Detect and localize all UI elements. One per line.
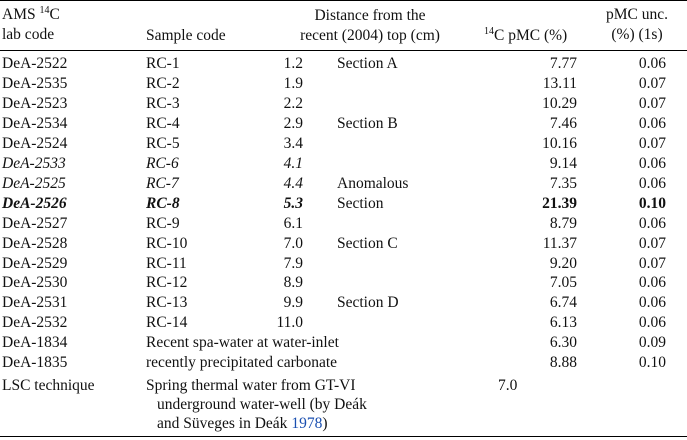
lab-code-cell: DeA-2527 (2, 215, 68, 232)
lab-code-cell: DeA-2529 (2, 255, 68, 272)
section-label-cell: Section C (337, 235, 398, 252)
pmc-unc-cell: 0.06 (638, 215, 666, 232)
sample-code-cell: RC-12 (146, 274, 188, 291)
lab-code-cell: DeA-2526 (2, 195, 67, 212)
lab-code-cell: DeA-2524 (2, 135, 68, 152)
pmc-cell: 7.35 (549, 175, 577, 192)
distance-cell: 3.4 (283, 135, 303, 152)
distance-cell: 11.0 (276, 314, 303, 331)
pmc-unc-cell: 0.07 (638, 135, 666, 152)
pmc-unc-cell: 0.06 (638, 294, 666, 311)
distance-cell: 1.9 (283, 75, 303, 92)
pmc-cell: 7.05 (549, 274, 577, 291)
lab-code-cell: DeA-2525 (2, 175, 66, 192)
lab-code-cell: DeA-2534 (2, 115, 68, 132)
header-distance: Distance from the recent (2004) top (cm) (300, 7, 440, 44)
sample-code-cell: RC-4 (146, 115, 180, 132)
pmc-unc-cell: 0.10 (638, 195, 666, 212)
distance-cell: 4.4 (283, 175, 303, 192)
sample-code-cell: RC-13 (146, 294, 188, 311)
pmc-unc-cell: 0.06 (638, 314, 666, 331)
extra-lab-1: DeA-1834 (2, 334, 68, 351)
pmc-cell: 7.46 (549, 115, 577, 132)
sample-code-cell: RC-14 (146, 314, 188, 331)
distance-cell: 9.9 (283, 294, 303, 311)
section-label-cell: Section A (337, 55, 398, 72)
sample-code-cell: RC-11 (146, 255, 187, 272)
pmc-cell: 11.37 (542, 235, 577, 252)
pmc-unc-cell: 0.06 (638, 115, 666, 132)
extra-pmc-1: 6.30 (549, 334, 577, 351)
lab-code-cell: DeA-2531 (2, 294, 68, 311)
lab-code-cell: DeA-2532 (2, 314, 68, 331)
header-rule (0, 50, 687, 51)
pmc-unc-cell: 0.07 (638, 75, 666, 92)
lab-code-cell: DeA-2528 (2, 235, 68, 252)
sample-code-cell: RC-3 (146, 95, 180, 112)
distance-cell: 8.9 (283, 274, 303, 291)
pmc-unc-cell: 0.06 (638, 55, 666, 72)
top-rule (0, 0, 687, 1)
pmc-unc-cell: 0.07 (638, 255, 666, 272)
lab-code-cell: DeA-2523 (2, 95, 68, 112)
lab-code-cell: DeA-2535 (2, 75, 68, 92)
pmc-cell: 13.11 (542, 75, 577, 92)
sample-code-cell: RC-8 (146, 195, 180, 212)
section-label-cell: Section (337, 195, 384, 212)
section-label-cell: Section D (337, 294, 399, 311)
lab-code-cell: DeA-2530 (2, 274, 68, 291)
section-label-cell: Section B (337, 115, 398, 132)
sample-code-cell: RC-9 (146, 215, 180, 232)
sample-code-cell: RC-2 (146, 75, 180, 92)
pmc-cell: 6.74 (549, 294, 577, 311)
lsc-pmc: 7.0 (498, 377, 518, 394)
sample-code-cell: RC-5 (146, 135, 180, 152)
extra-desc-1: Recent spa-water at water-inlet (146, 334, 339, 351)
lsc-desc: Spring thermal water from GT-VI underground water-well (by Deák and Süveges in Deák 1978) (146, 377, 367, 432)
header-pmc: $^{14}$C pMC (%) (484, 26, 568, 44)
extra-unc-1: 0.09 (638, 334, 666, 351)
distance-cell: 6.1 (283, 215, 303, 232)
pmc-cell: 8.79 (549, 215, 577, 232)
distance-cell: 2.9 (283, 115, 303, 132)
pmc-unc-cell: 0.06 (638, 155, 666, 172)
pmc-unc-cell: 0.06 (638, 175, 666, 192)
distance-cell: 1.2 (283, 55, 303, 72)
sample-code-cell: RC-10 (146, 235, 188, 252)
reference-link[interactable]: 1978 (291, 415, 323, 432)
header-unc: pMC unc. (%) (1s) (606, 6, 668, 43)
distance-cell: 2.2 (283, 95, 303, 112)
distance-cell: 7.0 (283, 235, 303, 252)
sample-code-cell: RC-6 (146, 155, 179, 172)
extra-pmc-2: 8.88 (549, 354, 577, 371)
pmc-cell: 7.77 (549, 55, 577, 72)
extra-desc-2: recently precipitated carbonate (146, 354, 338, 371)
extra-lab-2: DeA-1835 (2, 354, 68, 371)
sample-code-cell: RC-1 (146, 55, 180, 72)
pmc-cell: 6.13 (549, 314, 577, 331)
pmc-cell: 21.39 (542, 195, 577, 212)
lab-code-cell: DeA-2533 (2, 155, 66, 172)
extra-unc-2: 0.10 (638, 354, 666, 371)
pmc-unc-cell: 0.07 (638, 95, 666, 112)
bottom-rule (0, 436, 687, 437)
pmc-cell: 9.20 (549, 255, 577, 272)
header-lab-code: AMS $^{14}$C lab code (2, 5, 60, 43)
lsc-lab: LSC technique (2, 377, 95, 394)
distance-cell: 7.9 (283, 255, 303, 272)
pmc-cell: 10.29 (542, 95, 577, 112)
pmc-unc-cell: 0.06 (638, 274, 666, 291)
pmc-cell: 9.14 (549, 155, 577, 172)
sample-code-cell: RC-7 (146, 175, 179, 192)
lab-code-cell: DeA-2522 (2, 55, 68, 72)
pmc-unc-cell: 0.07 (638, 235, 666, 252)
distance-cell: 4.1 (283, 155, 303, 172)
pmc-cell: 10.16 (542, 135, 577, 152)
header-sample-code: Sample code (146, 27, 226, 44)
section-label-cell: Anomalous (337, 175, 409, 192)
distance-cell: 5.3 (283, 195, 303, 212)
